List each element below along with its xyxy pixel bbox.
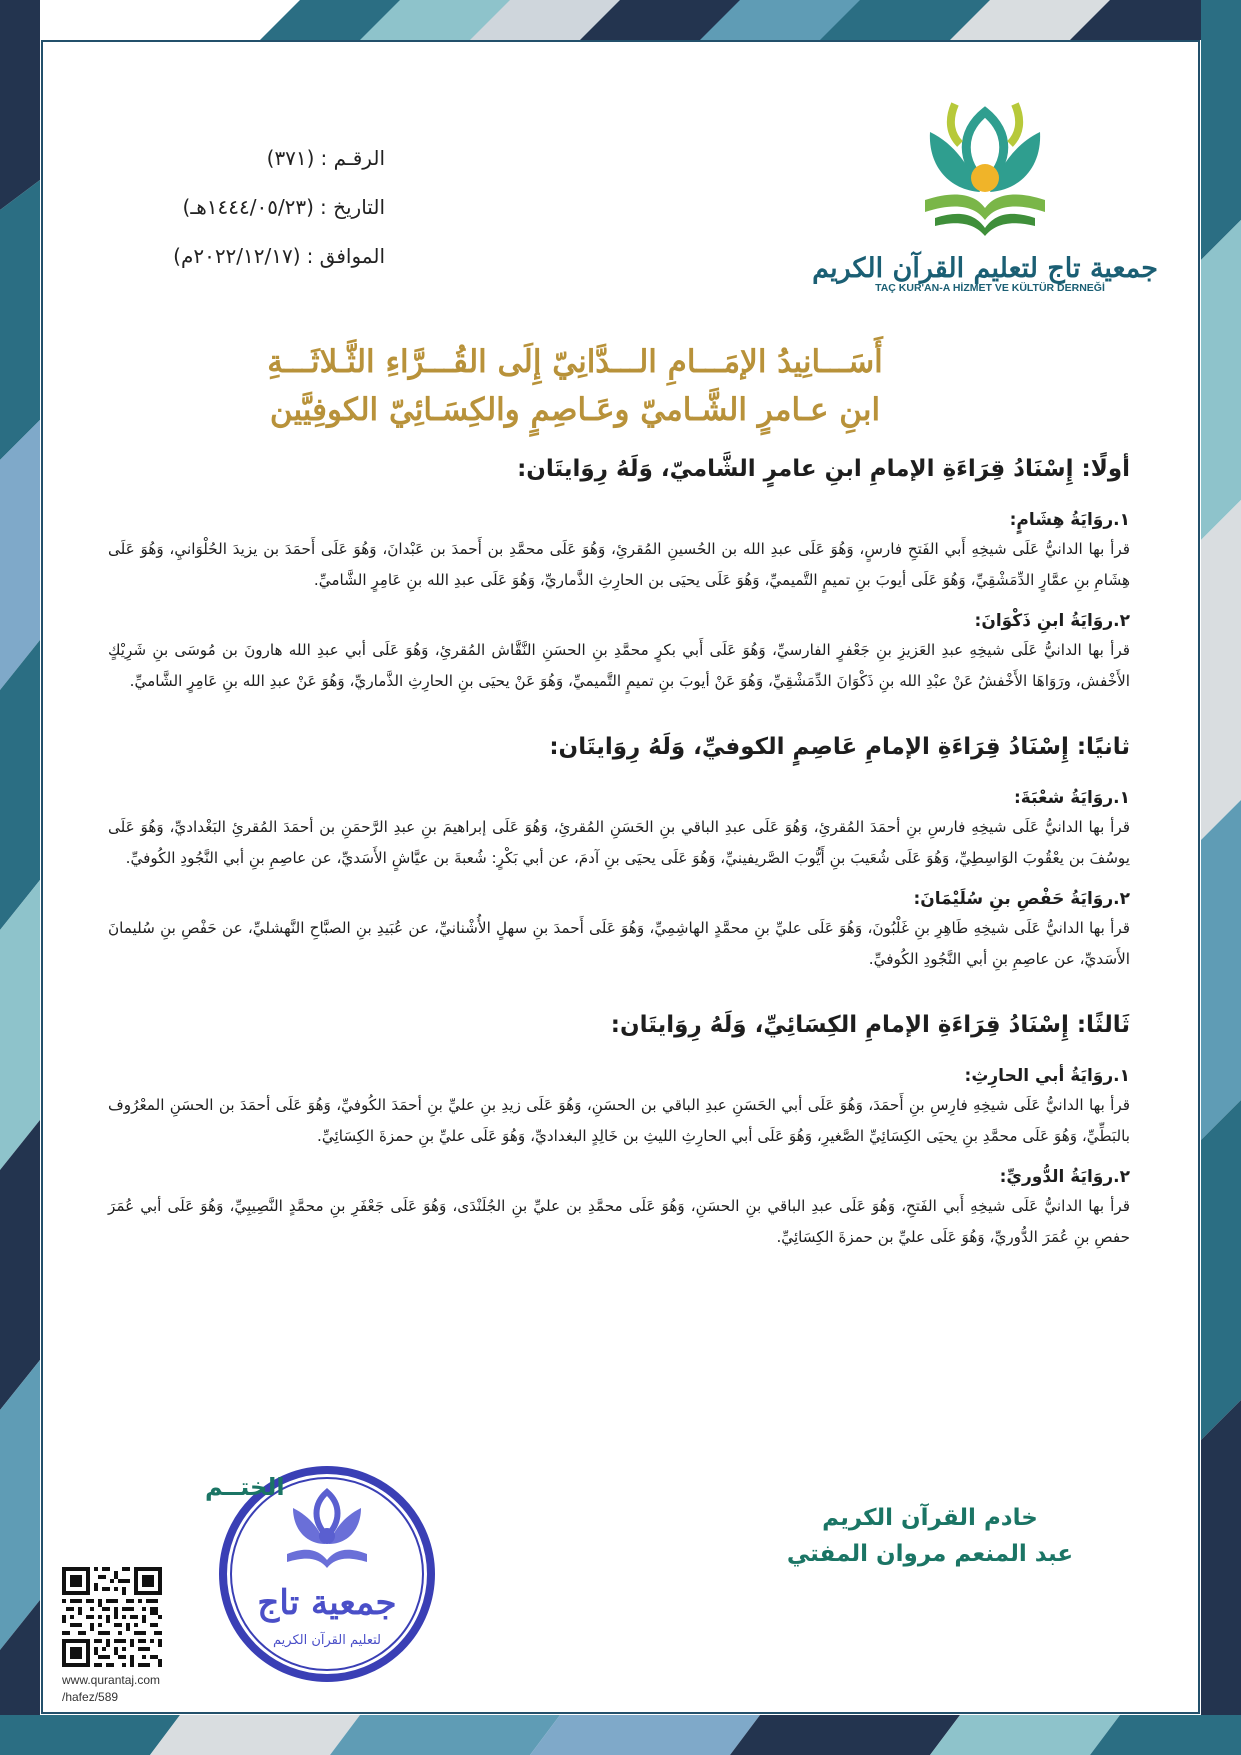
section-ibn-amir <box>108 452 1130 696</box>
section-kisai <box>108 1008 1130 1252</box>
narration-text: قرأ بها الدانيُّ عَلَى شيخِهِ أَبي الفَتحِ فارسٍ، وَهُوَ عَلَى عبدِ الله بن الحُسينِ المُقرئِ، وَهُوَ عَلَى محمَّدِ بن أَحمدَ بن عَبْدانَ، وَهُوَ عَلَى أَحمَدَ بن يزيدَ الحُلْوَانيِ، وَهُوَ عَلَى هِشَامِ بنِ عمَّارٍ الدِّمَشْقِيِّ، وَهُوَ عَلَى أيوبَ بنِ تميمٍ التَّميميِّ، وَهُوَ عَلَى يحيَى بن الحارِثِ الذَّماريِّ، وَهُوَ عَلَى عبدِ الله بنِ عَامِرٍ الشَّاميِّ. <box>108 540 1130 589</box>
signature-title: خادم القرآن الكريم <box>822 1505 1038 1531</box>
narration-heading: ١.روَايَةُ أبي الحارِثِ: <box>964 1066 1130 1086</box>
signature-block <box>760 1500 1100 1572</box>
qr-url-line-2: /hafez/589 <box>62 1690 119 1704</box>
meta-number-row <box>130 146 385 195</box>
document-body <box>108 452 1130 1264</box>
document-meta <box>130 146 385 293</box>
signature-name: عبد المنعم مروان المفتي <box>786 1541 1074 1567</box>
title-line-1: أَسَـــانِيدُ الإمَـــامِ الـــدَّانِيّ إِلَى القُـــرَّاءِ الثَّـلاثَـــةِ <box>267 344 883 380</box>
association-logo <box>812 72 1158 312</box>
narration-heading: ٢.روَايَةُ حَفْصِ بنِ سُلَيْمَانَ: <box>913 889 1130 909</box>
stamp-label: الختــم <box>205 1473 285 1501</box>
qr-url-line-1: www.qurantaj.com <box>62 1673 161 1687</box>
meta-corresponding-value: (٢٠٢٢/١٢/١٧م) <box>173 244 301 268</box>
section-heading: أولًا: إِسْنَادُ قِرَاءَةِ الإمامِ ابنِ عامرٍ الشَّاميّ، وَلَهُ رِوَايتَان: <box>517 456 1130 482</box>
section-asim <box>108 730 1130 974</box>
logo-subtitle: TAÇ KUR'AN-A HİZMET VE KÜLTÜR DERNEĞİ <box>875 282 1105 294</box>
section-heading: ثَالثًا: إِسْنَادُ قِرَاءَةِ الإمامِ الكِسَائِيِّ، وَلَهُ رِوَايتَان: <box>610 1012 1130 1038</box>
narration-text: قرأ بها الدانيُّ عَلَى شيخِهِ طَاهِرِ بنِ غَلْبُونَ، وَهُوَ عَلَى عليِّ بنِ محمَّدٍ الهاشِمِيِّ، وَهُوَ عَلَى أَحمدَ بنِ سهلٍ الأُشْنانيِّ، عن عُبَيدِ بنِ الصبَّاحِ النَّهشليِّ، عن حَفْصِ بنِ سُليمانَ الأَسَديِّ، عن عاصِمِ بنِ أبي النَّجُودِ الكُوفيِّ. <box>108 919 1130 968</box>
narration-heading: ٢.روَايَةُ ابنِ ذَكْوَانَ: <box>974 611 1130 631</box>
meta-corresponding-row <box>130 244 385 293</box>
qr-code[interactable] <box>62 1567 162 1667</box>
meta-corresponding-label: الموافق : <box>306 244 385 268</box>
seal-sub-text: لتعليم القرآن الكريم <box>273 1633 381 1648</box>
narration-heading: ٢.روَايَةُ الدُّوريِّ: <box>999 1167 1130 1187</box>
narration-text: قرأ بها الدانيُّ عَلَى شيخِهِ فارِسِ بنِ أَحمَدَ، وَهُوَ عَلَى أبي الحَسَنِ عبدِ الباقي بن الحسَنِ، وَهُوَ عَلَى زيدِ بنِ عليِّ بنِ أحمَدَ الكُوفيِّ، وَهُوَ عَلَى أحمَدَ بن الحسَنِ المعْرُوف بالبَطِّيِّ، وَهُوَ عَلَى محمَّدِ بنِ يحيَى الكِسَائِيِّ الصَّغيرِ، وَهُوَ عَلَى أبي الحارِثِ الليثِ بن خَالِدٍ البغداديِّ، وَهُوَ عَلَى عليِّ بنِ حمزةَ الكِسَائِيِّ. <box>108 1096 1130 1145</box>
narration-text: قرأ بها الدانيُّ عَلَى شيخِهِ فارسِ بنِ أحمَدَ المُقرئِ، وَهُوَ عَلَى عبدِ الباقي بنِ الحَسَنِ المُقرئِ، وَهُوَ عَلَى إبراهيمَ بنِ عبدِ الرَّحمَنِ بن أحمَدَ المُقرئِ البَغْداديِّ، وَهُوَ عَلَى يوسُفَ بن يعْقُوبَ الوَاسِطِيِّ، وَهُوَ عَلَى شُعَيبَ بنِ أَيُّوبَ الصَّريفينيِّ، وَهُوَ عَلَى يحيَى بنِ آدمَ، عن أبي بَكْرٍ: شُعبةَ بن عيَّاشٍ الأَسَديِّ، عن عاصِمِ بنِ أبي النَّجُودِ الكُوفيِّ. <box>108 818 1130 867</box>
meta-date-row <box>130 195 385 244</box>
logo-arabic-name: جمعية تاج لتعليم القرآن الكريم <box>812 253 1158 284</box>
document-title <box>240 338 910 434</box>
meta-number-label: الرقـم : <box>320 146 385 170</box>
qr-link[interactable] <box>62 1672 160 1706</box>
narration-heading: ١.روَايَةُ هِشَامٍ: <box>1009 510 1130 530</box>
meta-number-value: (٣٧١) <box>266 146 315 170</box>
meta-date-label: التاريخ : <box>319 195 385 219</box>
narration-text: قرأ بها الدانيُّ عَلَى شيخِهِ عبدِ العَزيزِ بنِ جَعْفرٍ الفارسيِّ، وَهُوَ عَلَى أَبي بكرٍ محمَّدِ بنِ الحسَنِ النَّقَّاش المُقرئِ، وَهُوَ عَلَى أبي عبدِ الله هارونَ بن مُوسَى بنِ شَرِيْكٍ الأَخْفش، ورَوَاهَا الأَخْفشُ عَنْ عبْدِ الله بنِ ذَكْوَانَ الدِّمَشْقِيِّ، وَهُوَ عَنْ أيوبَ بنِ تميمٍ التَّميميِّ، وَهُوَ عَنْ يحيَى بنِ الحارِثِ الذَّماريِّ، وَهُوَ عَنْ عبدِ الله بنِ عَامِرٍ الشَّاميِّ. <box>108 641 1130 690</box>
seal-main-text: جمعية تاج <box>257 1583 397 1623</box>
meta-date-value: (١٤٤٤/٠٥/٢٣هـ) <box>182 195 314 219</box>
narration-heading: ١.روَايَةُ شعْبَةَ: <box>1013 788 1130 808</box>
title-line-2: ابنِ عـامرٍ الشَّـاميّ وعَـاصِمٍ والكِسَـائِيّ الكوفِيَّين <box>269 392 881 428</box>
section-heading: ثانيًا: إِسْنَادُ قِرَاءَةِ الإمامِ عَاصِمٍ الكوفيِّ، وَلَهُ رِوَايتَان: <box>549 734 1130 760</box>
narration-text: قرأ بها الدانيُّ عَلَى شيخِهِ أَبي الفَتحِ، وَهُوَ عَلَى عبدِ الباقي بنِ الحسَنِ، وَهُوَ عَلَى محمَّدِ بن عليِّ بنِ الجُلَنْدَى، وَهُوَ عَلَى جَعْفَرِ بنِ محمَّدٍ النَّصِيبِيِّ، وَهُوَ عَلَى أبي عُمَرَ حفصِ بنِ عُمَرَ الدُّوريِّ، وَهُوَ عَلَى عليِّ بن حمزةَ الكِسَائِيِّ. <box>108 1197 1130 1246</box>
